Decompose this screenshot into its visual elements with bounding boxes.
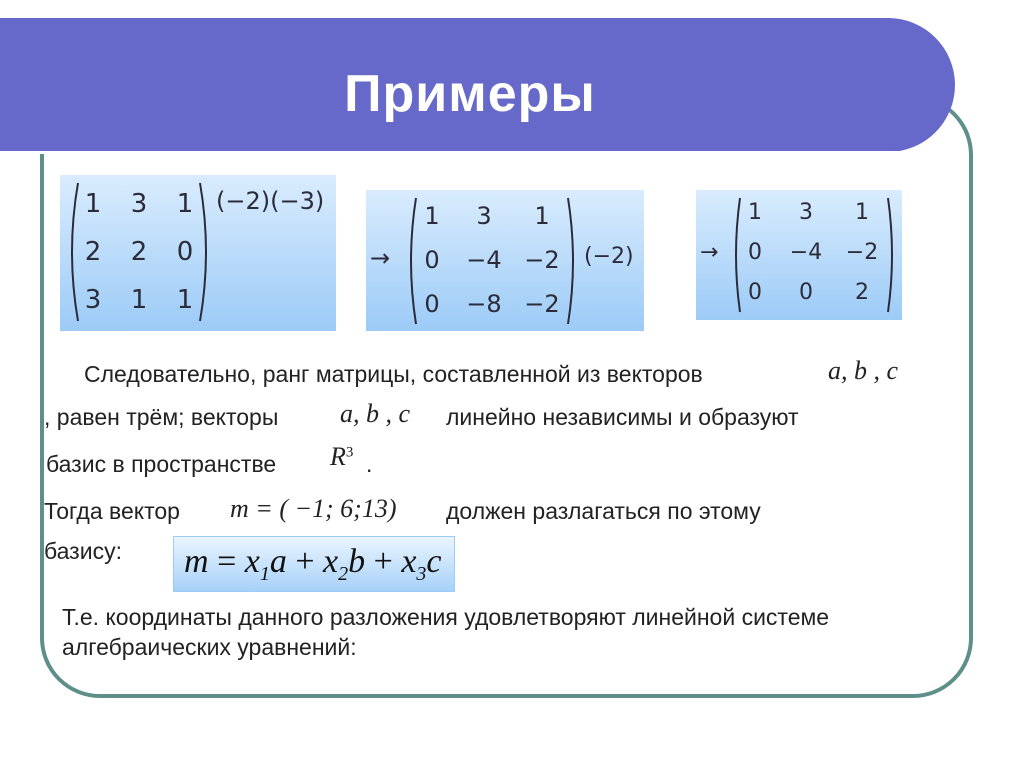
- matrix-cell: 1: [424, 202, 440, 230]
- matrix-panel-3: [696, 190, 902, 320]
- text-line-6: Т.е. координаты данного разложения удовлетворяют линейной системе: [62, 604, 830, 630]
- matrix-cell: 3: [799, 200, 813, 225]
- formula-eq: =: [208, 543, 245, 580]
- title-bar: [0, 18, 955, 152]
- arrow-icon: →: [370, 244, 391, 272]
- matrix-cell: 0: [424, 290, 440, 318]
- matrix-cell: 0: [799, 280, 813, 305]
- text-line-3-suffix: .: [366, 451, 373, 477]
- matrix-cell: 1: [534, 202, 550, 230]
- matrix-2-row-ops: (−2): [584, 244, 634, 269]
- formula-s3: 3: [416, 562, 427, 585]
- vectors-abc-1: a, b , c: [828, 356, 899, 385]
- matrix-cell: 1: [130, 285, 148, 315]
- vector-m-coordinates: m = ( −1; 6;13): [230, 494, 397, 523]
- matrix-1-row-ops: (−2)(−3): [216, 187, 325, 215]
- matrix-cell: 0: [176, 237, 194, 267]
- matrix-cell: −4: [789, 240, 823, 265]
- matrix-cell: 1: [84, 189, 102, 219]
- formula-x1: x: [244, 543, 260, 580]
- formula-s1: 1: [259, 562, 270, 585]
- matrix-cell: 0: [748, 280, 762, 305]
- text-line-2-prefix: , равен трём; векторы: [44, 404, 279, 430]
- text-line-5: базису:: [44, 538, 122, 564]
- matrix-3: [730, 194, 898, 316]
- formula-m: m: [184, 543, 209, 580]
- formula-plus-2: +: [365, 543, 402, 580]
- matrix-cell: −8: [466, 290, 502, 318]
- formula-c: c: [426, 543, 442, 580]
- matrix-cell: 0: [424, 246, 440, 274]
- slide-title: Примеры: [344, 65, 596, 123]
- matrix-1: [64, 179, 214, 325]
- matrix-cell: 2: [84, 237, 102, 267]
- formula-s2: 2: [338, 562, 349, 585]
- matrix-cell: −2: [845, 240, 879, 265]
- matrix-cell: 2: [130, 237, 148, 267]
- matrix-cell: 1: [176, 285, 194, 315]
- matrix-cell: −2: [524, 290, 560, 318]
- arrow-icon: →: [700, 240, 719, 265]
- formula-a: a: [269, 543, 287, 580]
- formula-b: b: [348, 543, 366, 580]
- vectors-abc-2: a, b , c: [340, 399, 411, 428]
- text-line-7: алгебраических уравнений:: [62, 634, 357, 660]
- matrix-cell: −2: [524, 246, 560, 274]
- matrix-cell: 0: [748, 240, 762, 265]
- matrix-cell: 3: [476, 202, 492, 230]
- title-underline: [0, 151, 905, 154]
- matrix-cell: 2: [855, 280, 869, 305]
- matrix-panel-1: [60, 175, 336, 331]
- text-line-4-suffix: должен разлагаться по этому: [446, 498, 761, 524]
- formula-x3: x: [401, 543, 417, 580]
- formula-x2: x: [323, 543, 339, 580]
- text-line-3-prefix: базис в пространстве: [46, 451, 277, 477]
- matrix-cell: 3: [84, 285, 102, 315]
- decomposition-formula: [184, 543, 442, 586]
- matrix-2: [404, 194, 580, 328]
- text-line-2-suffix: линейно независимы и образуют: [446, 404, 799, 430]
- decomposition-formula-box: [173, 536, 455, 592]
- space-r3: [330, 442, 353, 472]
- text-line-1: Следовательно, ранг матрицы, составленной из векторов: [84, 361, 703, 387]
- matrix-panel-2: [366, 190, 644, 331]
- matrix-cell: 1: [748, 200, 762, 225]
- matrix-cell: −4: [466, 246, 502, 274]
- matrix-cell: 1: [855, 200, 869, 225]
- space-r3-base: R: [330, 442, 346, 471]
- text-line-4-prefix: Тогда вектор: [44, 498, 180, 524]
- matrix-cell: 1: [176, 189, 194, 219]
- matrix-cell: 3: [130, 189, 148, 219]
- formula-plus-1: +: [286, 543, 324, 580]
- space-r3-exponent: 3: [345, 444, 354, 461]
